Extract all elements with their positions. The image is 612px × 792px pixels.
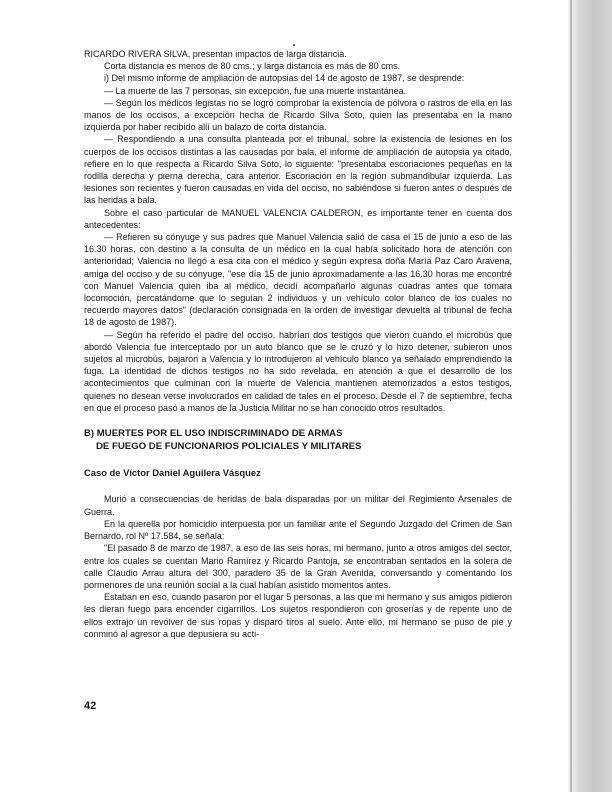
paragraph-continuation: RICARDO RIVERA SILVA, presentan impactos de larga distancia. bbox=[84, 49, 347, 59]
scan-fold-line bbox=[570, 0, 572, 792]
paragraph-quote-continued: Estaban en eso, cuando pasaron por el lugar 5 personas, a las que mi hermano y sus amigos pidieron les dieran fuego para encender cigarrillos. Los sujetos respondieron con groserías y de repente uno de ellos extrajo un revólver de sus ropas y disparó tiros al suelo. Ante ello, mi hermano se puso de pie y conminó al agresor a que depusiera su acti- bbox=[84, 592, 512, 639]
paragraph-lesions: — Respondiendo a una consulta planteada por el tribunal, sobre la existencia de lesiones en los cuerpos de los occisos distintas a las causadas por bala, el informe de ampliación de autopsia ya citado, refiere en lo que respecta a Ricardo Silva Soto, lo siguiente: "presentaba escoriaciones pequeñas en la rodilla derecha y pierna derecha, cara anterior. Escoriación en la región submandibular izquierda. Las lesiones son recientes y fueron causadas en vida del occiso, no sabiéndose si fueron antes o después de las heridas a bala. bbox=[84, 134, 512, 206]
paragraph-querella: En la querella por homicidio interpuesta por un familiar ante el Segundo Juzgado del Crimen de San Bernardo, rol Nº 17.584, se señala: bbox=[84, 518, 512, 542]
section-heading-line2: DE FUEGO DE FUNCIONARIOS POLICIALES Y MILITARES bbox=[96, 440, 362, 452]
paragraph-aguilera-death: Murió a consecuencias de heridas de bala disparadas por un militar del Regimiento Arsenales de Guerra. bbox=[84, 494, 512, 517]
scan-speck bbox=[293, 44, 295, 46]
paragraph-valencia-witnesses: — Según ha referido el padre del occiso, habrían dos testigos que vieron cuando el microbús que abordó Valencia fue interceptado por un auto blanco que se le cruzó y lo hizo detener, subieron unos sujetos al microbús, bajaron a Valencia y lo introdujeron al vehículo blanco ya señalado emprendiendo la fuga. La identidad de dichos testigos no ha sido revelada, en atención a que el desarrollo de los acontecimientos que culminan con la muerte de Valencia mantienen atemorizados a estos testigos, quienes no desean verse involucrados en calidad de tales en el proceso. Desde el 7 de septiembre, fecha en que el proceso pasó a manos de la Justicia Militar no se han conocido otros resultados. bbox=[84, 329, 512, 413]
page-number: 42 bbox=[84, 700, 97, 712]
paragraph-valencia-spouse: — Refieren su cónyuge y sus padres que Manuel Valencia salió de casa el 15 de junio a eso de las 16.30 horas, con destino a la consulta de un médico en la cual había solicitado hora de atención con anterioridad; Valencia no llegó a esa cita con el médico y según expresa doña María Paz Caro Aravena, amiga del occiso y de su cónyuge, "ese día 15 de junio aproximadamente a las 16.30 horas me encontré con Manuel Valencia quien iba al médico, decidí acompañarlo algunas cuadras antes que tomara locomoción, percatándome que lo seguían 2 individuos y un vehículo color blanco de los cuales no recuerdo mayores datos" (declaración consignada en la orden de investigar devuelta al tribunal de fecha 18 de agosto de 1987). bbox=[84, 232, 512, 328]
paragraph-instant-death: — La muerte de las 7 personas, sin excepción, fue una muerte instantánea. bbox=[104, 85, 407, 96]
scan-shadow-edge bbox=[568, 0, 612, 792]
paragraph-valencia-intro: Sobre el caso particular de MANUEL VALENCIA CALDERON, es importante tener en cuenta dos antecedentes: bbox=[84, 207, 512, 230]
paragraph-autopsy-report: i) Del mismo informe de ampliación de autopsias del 14 de agosto de 1987, se desprende: bbox=[104, 73, 465, 84]
paragraph-quote-start: "El pasado 8 de marzo de 1987, a eso de las seis horas, mi hermano, junto a otros amigos del sector, entre los cuales se cuentan Mario Ramírez y Ricardo Pantoja, se encontraban sentados en la solera de calle Claudio Arrau altura del 300, paradero 35 de la Gran Avenida, conversando y comentando los pormenores de una reunión social a la cual habían asistido momentos antes. bbox=[84, 543, 512, 590]
section-heading-line1: B) MUERTES POR EL USO INDISCRIMINADO DE ARMAS bbox=[84, 428, 343, 440]
paragraph-gunpowder: — Según los médicos legistas no se logró comprobar la existencia de pólvora o rastros de ella en las manos de los occisos, a excepción hecha de Ricardo Silva Soto, quien las presentaba en la mano izquierda por haber recibido allí un balazo de corta distancia. bbox=[84, 97, 512, 133]
paragraph-distance-definition: Corta distancia es menos de 80 cms.; y larga distancia es más de 80 cms. bbox=[104, 61, 401, 72]
case-heading: Caso de Víctor Daniel Aguilera Vásquez bbox=[84, 467, 261, 479]
document-page bbox=[84, 48, 512, 640]
section-heading bbox=[84, 428, 512, 453]
